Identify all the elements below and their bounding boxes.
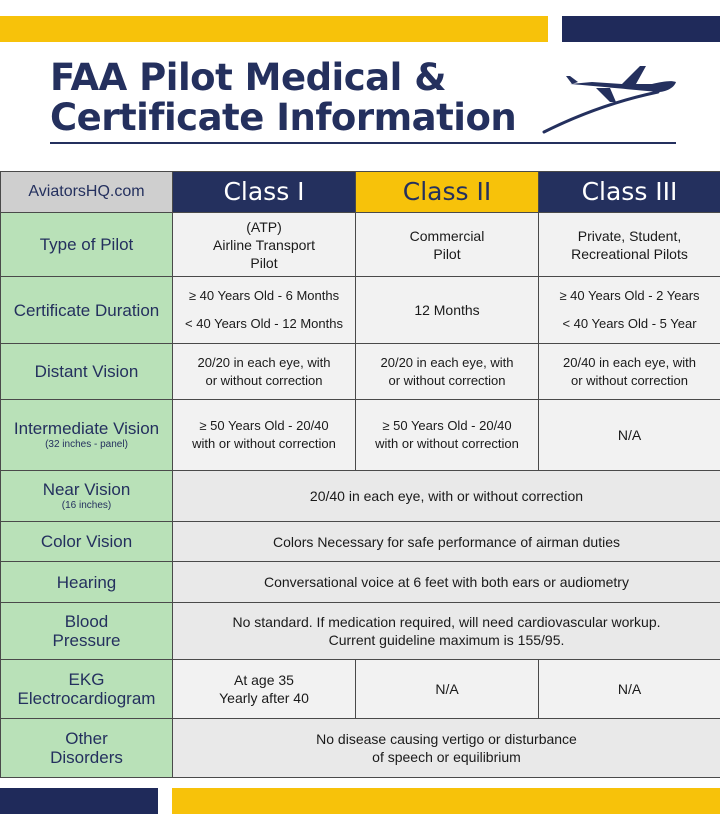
cell-line: with or without correction <box>375 436 519 451</box>
cell-class-1 <box>173 400 356 471</box>
cell-line: Pilot <box>250 254 278 271</box>
cell-all-classes <box>173 603 720 660</box>
cell-line: ≥ 50 Years Old - 20/40 <box>199 418 329 433</box>
row-blood-pressure <box>1 603 720 660</box>
row-label <box>1 400 173 471</box>
column-class-1: Class I <box>173 172 356 213</box>
row-label-line: Electrocardiogram <box>17 689 156 708</box>
cell-class-2 <box>356 344 539 400</box>
row-ekg <box>1 660 720 719</box>
cell-all-classes: 20/40 in each eye, with or without correction <box>173 471 720 522</box>
medical-certificate-table <box>0 171 720 778</box>
brand-label: AviatorsHQ.com <box>1 172 173 213</box>
row-label-text: Intermediate Vision <box>13 419 160 438</box>
cell-class-3 <box>539 213 720 277</box>
row-label: Certificate Duration <box>1 277 173 344</box>
bottom-navy-bar <box>0 788 158 814</box>
row-color-vision <box>1 522 720 562</box>
cell-line: with or without correction <box>192 436 336 451</box>
cell-class-2: 12 Months <box>356 277 539 344</box>
cell-class-1 <box>173 660 356 719</box>
row-label-text: Near Vision <box>42 480 131 499</box>
top-yellow-bar <box>0 16 548 42</box>
row-distant-vision <box>1 344 720 400</box>
cell-class-3: N/A <box>539 660 720 719</box>
row-label-line: EKG <box>68 670 105 689</box>
title-underline <box>50 142 676 144</box>
cell-class-2 <box>356 400 539 471</box>
row-label-sub: (32 inches - panel) <box>45 439 128 450</box>
row-label <box>1 660 173 719</box>
cell-line: or without correction <box>205 372 323 388</box>
row-label: Color Vision <box>1 522 173 562</box>
row-label <box>1 603 173 660</box>
cell-line: No standard. If medication required, will need cardiovascular workup. <box>232 614 661 630</box>
cell-line: < 40 Years Old - 12 Months <box>185 316 343 331</box>
cell-line: of speech or equilibrium <box>372 749 521 765</box>
row-label-line: Disorders <box>50 748 123 767</box>
top-navy-bar <box>562 16 720 42</box>
cell-class-1 <box>173 277 356 344</box>
row-type-of-pilot <box>1 213 720 277</box>
cell-line: or without correction <box>570 372 689 388</box>
row-label-sub: (16 inches) <box>61 500 112 511</box>
title-line-1: FAA Pilot Medical & <box>50 56 446 99</box>
cell-line: 20/40 in each eye, with <box>563 354 696 370</box>
cell-class-2: N/A <box>356 660 539 719</box>
row-label-line: Other <box>65 729 108 748</box>
row-other-disorders <box>1 719 720 778</box>
cell-line: < 40 Years Old - 5 Year <box>562 316 697 331</box>
cell-line: Yearly after 40 <box>219 690 309 706</box>
cell-line: 20/20 in each eye, with <box>197 354 331 370</box>
cell-line: At age 35 <box>234 672 294 688</box>
cell-line: ≥ 40 Years Old - 2 Years <box>559 288 700 303</box>
cell-line: or without correction <box>388 372 506 388</box>
cell-line: Airline Transport <box>213 236 315 253</box>
row-near-vision <box>1 471 720 522</box>
row-label-line: Blood <box>64 612 109 631</box>
cell-line: Private, Student, <box>577 227 682 244</box>
cell-class-2 <box>356 213 539 277</box>
row-label <box>1 719 173 778</box>
row-hearing <box>1 562 720 603</box>
cell-class-3: N/A <box>539 400 720 471</box>
row-label <box>1 471 173 522</box>
header-row <box>1 172 720 213</box>
cell-class-1 <box>173 344 356 400</box>
cell-class-3 <box>539 344 720 400</box>
cell-line: ≥ 40 Years Old - 6 Months <box>188 288 340 303</box>
bottom-yellow-bar <box>172 788 720 814</box>
row-certificate-duration <box>1 277 720 344</box>
cell-class-3 <box>539 277 720 344</box>
column-class-3: Class III <box>539 172 720 213</box>
cell-line: 20/20 in each eye, with <box>380 354 514 370</box>
cell-all-classes: Conversational voice at 6 feet with both ears or audiometry <box>173 562 720 603</box>
title-line-2: Certificate Information <box>50 96 517 139</box>
row-label: Distant Vision <box>1 344 173 400</box>
cell-line: Commercial <box>409 227 485 244</box>
cell-line: No disease causing vertigo or disturbance <box>316 731 577 747</box>
cell-class-1 <box>173 213 356 277</box>
row-label: Hearing <box>1 562 173 603</box>
cell-line: Current guideline maximum is 155/95. <box>328 632 565 648</box>
column-class-2: Class II <box>356 172 539 213</box>
cell-all-classes: Colors Necessary for safe performance of airman duties <box>173 522 720 562</box>
airplane-icon <box>540 62 680 136</box>
page-title <box>50 58 550 138</box>
cell-line: Recreational Pilots <box>571 245 688 262</box>
cell-line: ≥ 50 Years Old - 20/40 <box>382 418 512 433</box>
cell-line: Pilot <box>433 245 461 262</box>
row-label: Type of Pilot <box>1 213 173 277</box>
cell-all-classes <box>173 719 720 778</box>
cell-line: (ATP) <box>246 218 282 235</box>
row-intermediate-vision <box>1 400 720 471</box>
row-label-line: Pressure <box>52 631 121 650</box>
